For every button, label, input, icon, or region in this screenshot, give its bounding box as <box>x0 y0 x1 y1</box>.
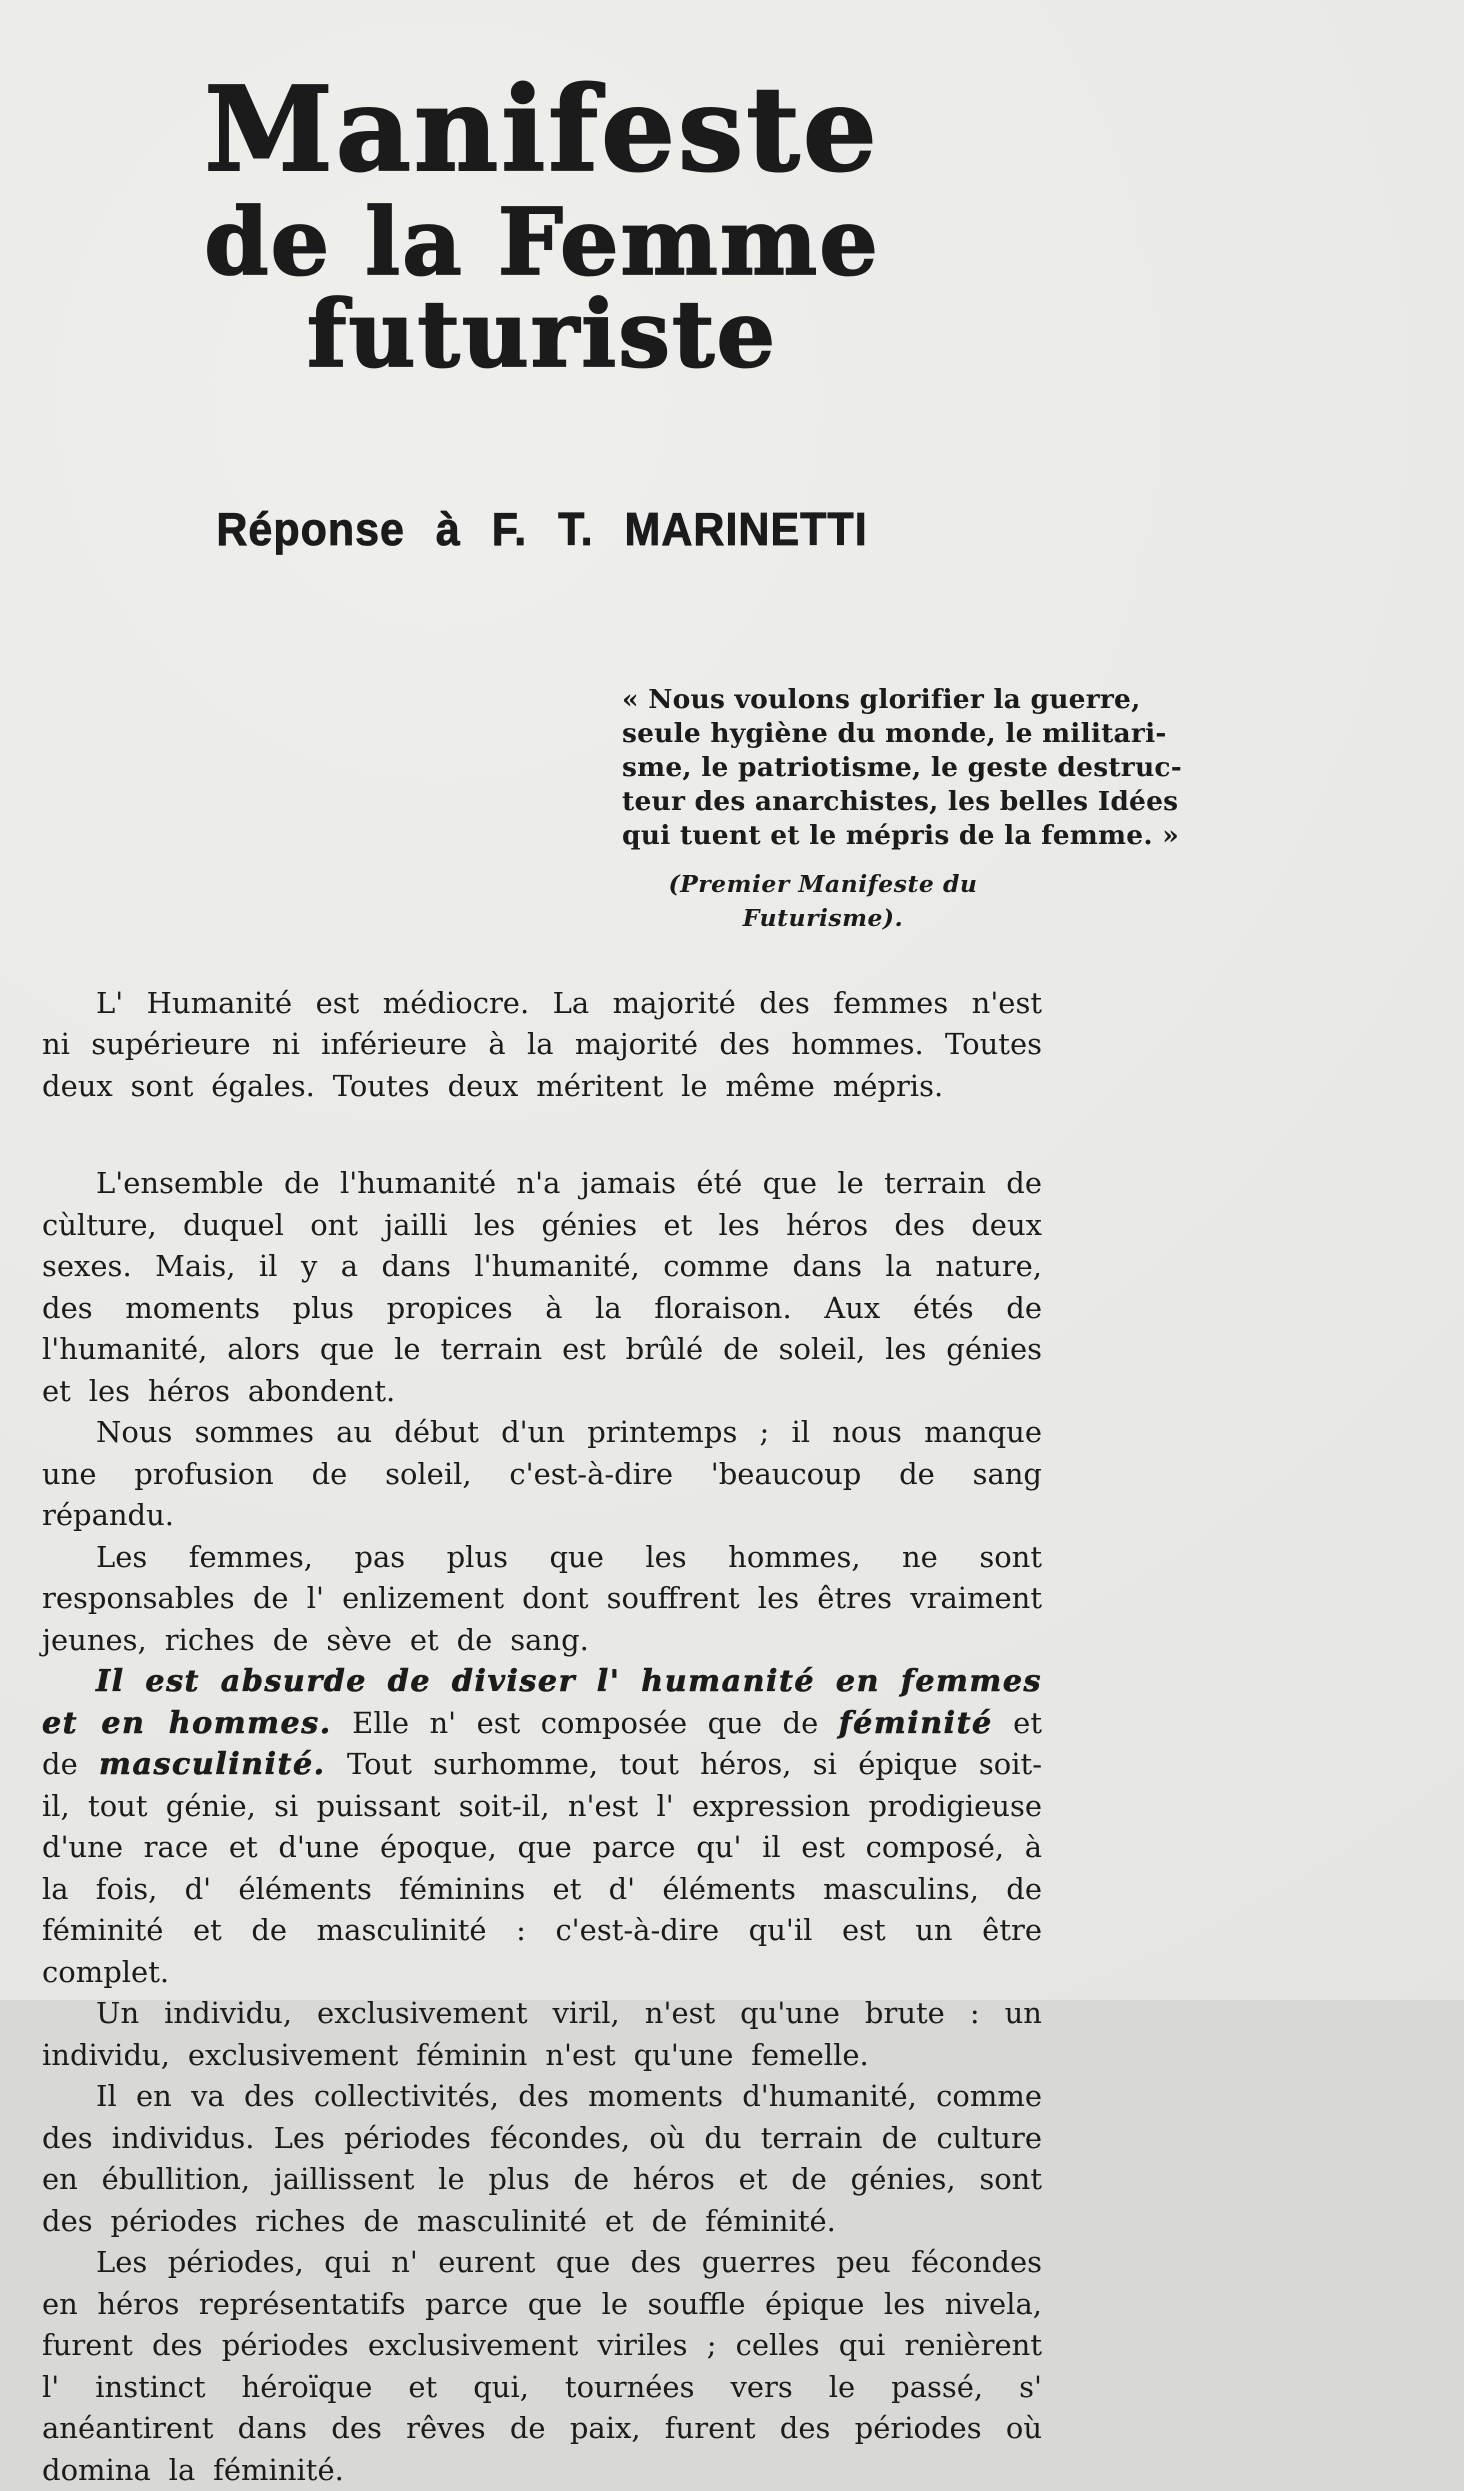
paragraph <box>42 1993 1042 2076</box>
epigraph-lines <box>622 683 1182 853</box>
quote-line: « Nous voulons glorifier la guerre, <box>622 683 1141 715</box>
page-title-line-1: Manifeste <box>204 62 880 198</box>
body-text-segment: Tout surhomme, tout héros, si épique soit-il, tout génie, si puissant soit-il, n'est l' expression prodigieuse d'une race et d'une époque, que parce qu' il est composé, à la fois, d' éléments féminins et d' éléments masculins, de féminité et de masculinité : c'est-à-dire qu'il est un être complet. <box>42 1747 1042 1989</box>
paragraph <box>42 1412 1042 1537</box>
paragraph <box>42 1537 1042 1662</box>
quote-line: seule hygiène du monde, le militari- <box>622 717 1167 749</box>
body-text-segment: Un individu, exclusivement viril, n'est qu'une brute : un individu, exclusivement féminin n'est qu'une femelle. <box>42 1996 1042 2072</box>
quote-line: sme, le patriotisme, le geste destruc- <box>622 751 1182 783</box>
body-text-segment: L'ensemble de l'humanité n'a jamais été que le terrain de cùlture, duquel ont jailli les génies et les héros des deux sexes. Mais, il y a dans l'humanité, comme dans la nature, des moments plus propices à la floraison. Aux étés de l'humanité, alors que le terrain est brûlé de soleil, les génies et les héros abondent. <box>42 1166 1042 1408</box>
body-text-segment: Nous sommes au début d'un printemps ; il nous manque une profusion de soleil, c'est-à-dire 'beaucoup de sang répandu. <box>42 1415 1042 1533</box>
body-text-segment: Les femmes, pas plus que les hommes, ne sont responsables de l' enlizement dont souffrent les êtres vraiment jeunes, riches de sève et de sang. <box>42 1539 1042 1657</box>
quote-line: qui tuent et le mépris de la femme. » <box>622 819 1179 851</box>
paragraph <box>42 1163 1042 1412</box>
epigraph-quote <box>622 683 1182 935</box>
body-text <box>42 983 1042 2491</box>
body-text-segment: L' Humanité est médiocre. La majorité des femmes n'est ni supérieure ni inférieure à la majorité des hommes. Toutes deux sont égales. Toutes deux méritent le même mépris. <box>42 985 1042 1103</box>
epigraph-attribution: (Premier Manifeste du Futurisme). <box>668 869 978 932</box>
paragraph <box>42 2076 1042 2242</box>
emphasis-text: masculinité. <box>99 1747 326 1783</box>
quote-line: teur des anarchistes, les belles Idées <box>622 785 1179 817</box>
body-text-segment: Elle n' est composée que de <box>331 1705 839 1740</box>
paragraph <box>42 983 1042 1108</box>
title-block <box>42 62 1042 556</box>
page-title-line-2: de la Femme futuriste <box>204 187 880 388</box>
paragraph <box>42 2242 1042 2491</box>
subtitle: Réponse à F. T. MARINETTI <box>216 503 868 556</box>
body-text-segment: Les périodes, qui n' eurent que des guerres peu fécondes en héros représentatifs parce que le souffle épique les nivela, furent des périodes exclusivement viriles ; celles qui renièrent l' instinct héroïque et qui, tournées vers le passé, s' anéantirent dans des rêves de paix, furent des périodes où domina la féminité. <box>42 2245 1042 2487</box>
body-text-segment: Il en va des collectivités, des moments d'humanité, comme des individus. Les périodes fécondes, où du terrain de culture en ébullition, jaillissent le plus de héros et de génies, sont des périodes riches de masculinité et de féminité. <box>42 2079 1042 2238</box>
emphasis-text: Il est absurde de diviser l' humanité en femmes et en hommes. <box>42 1664 1042 1741</box>
emphasis-text: féminité <box>838 1705 993 1741</box>
paragraph <box>42 1661 1042 1993</box>
body-text-segment: et de <box>42 1705 1042 1782</box>
content-column <box>42 0 1182 2491</box>
